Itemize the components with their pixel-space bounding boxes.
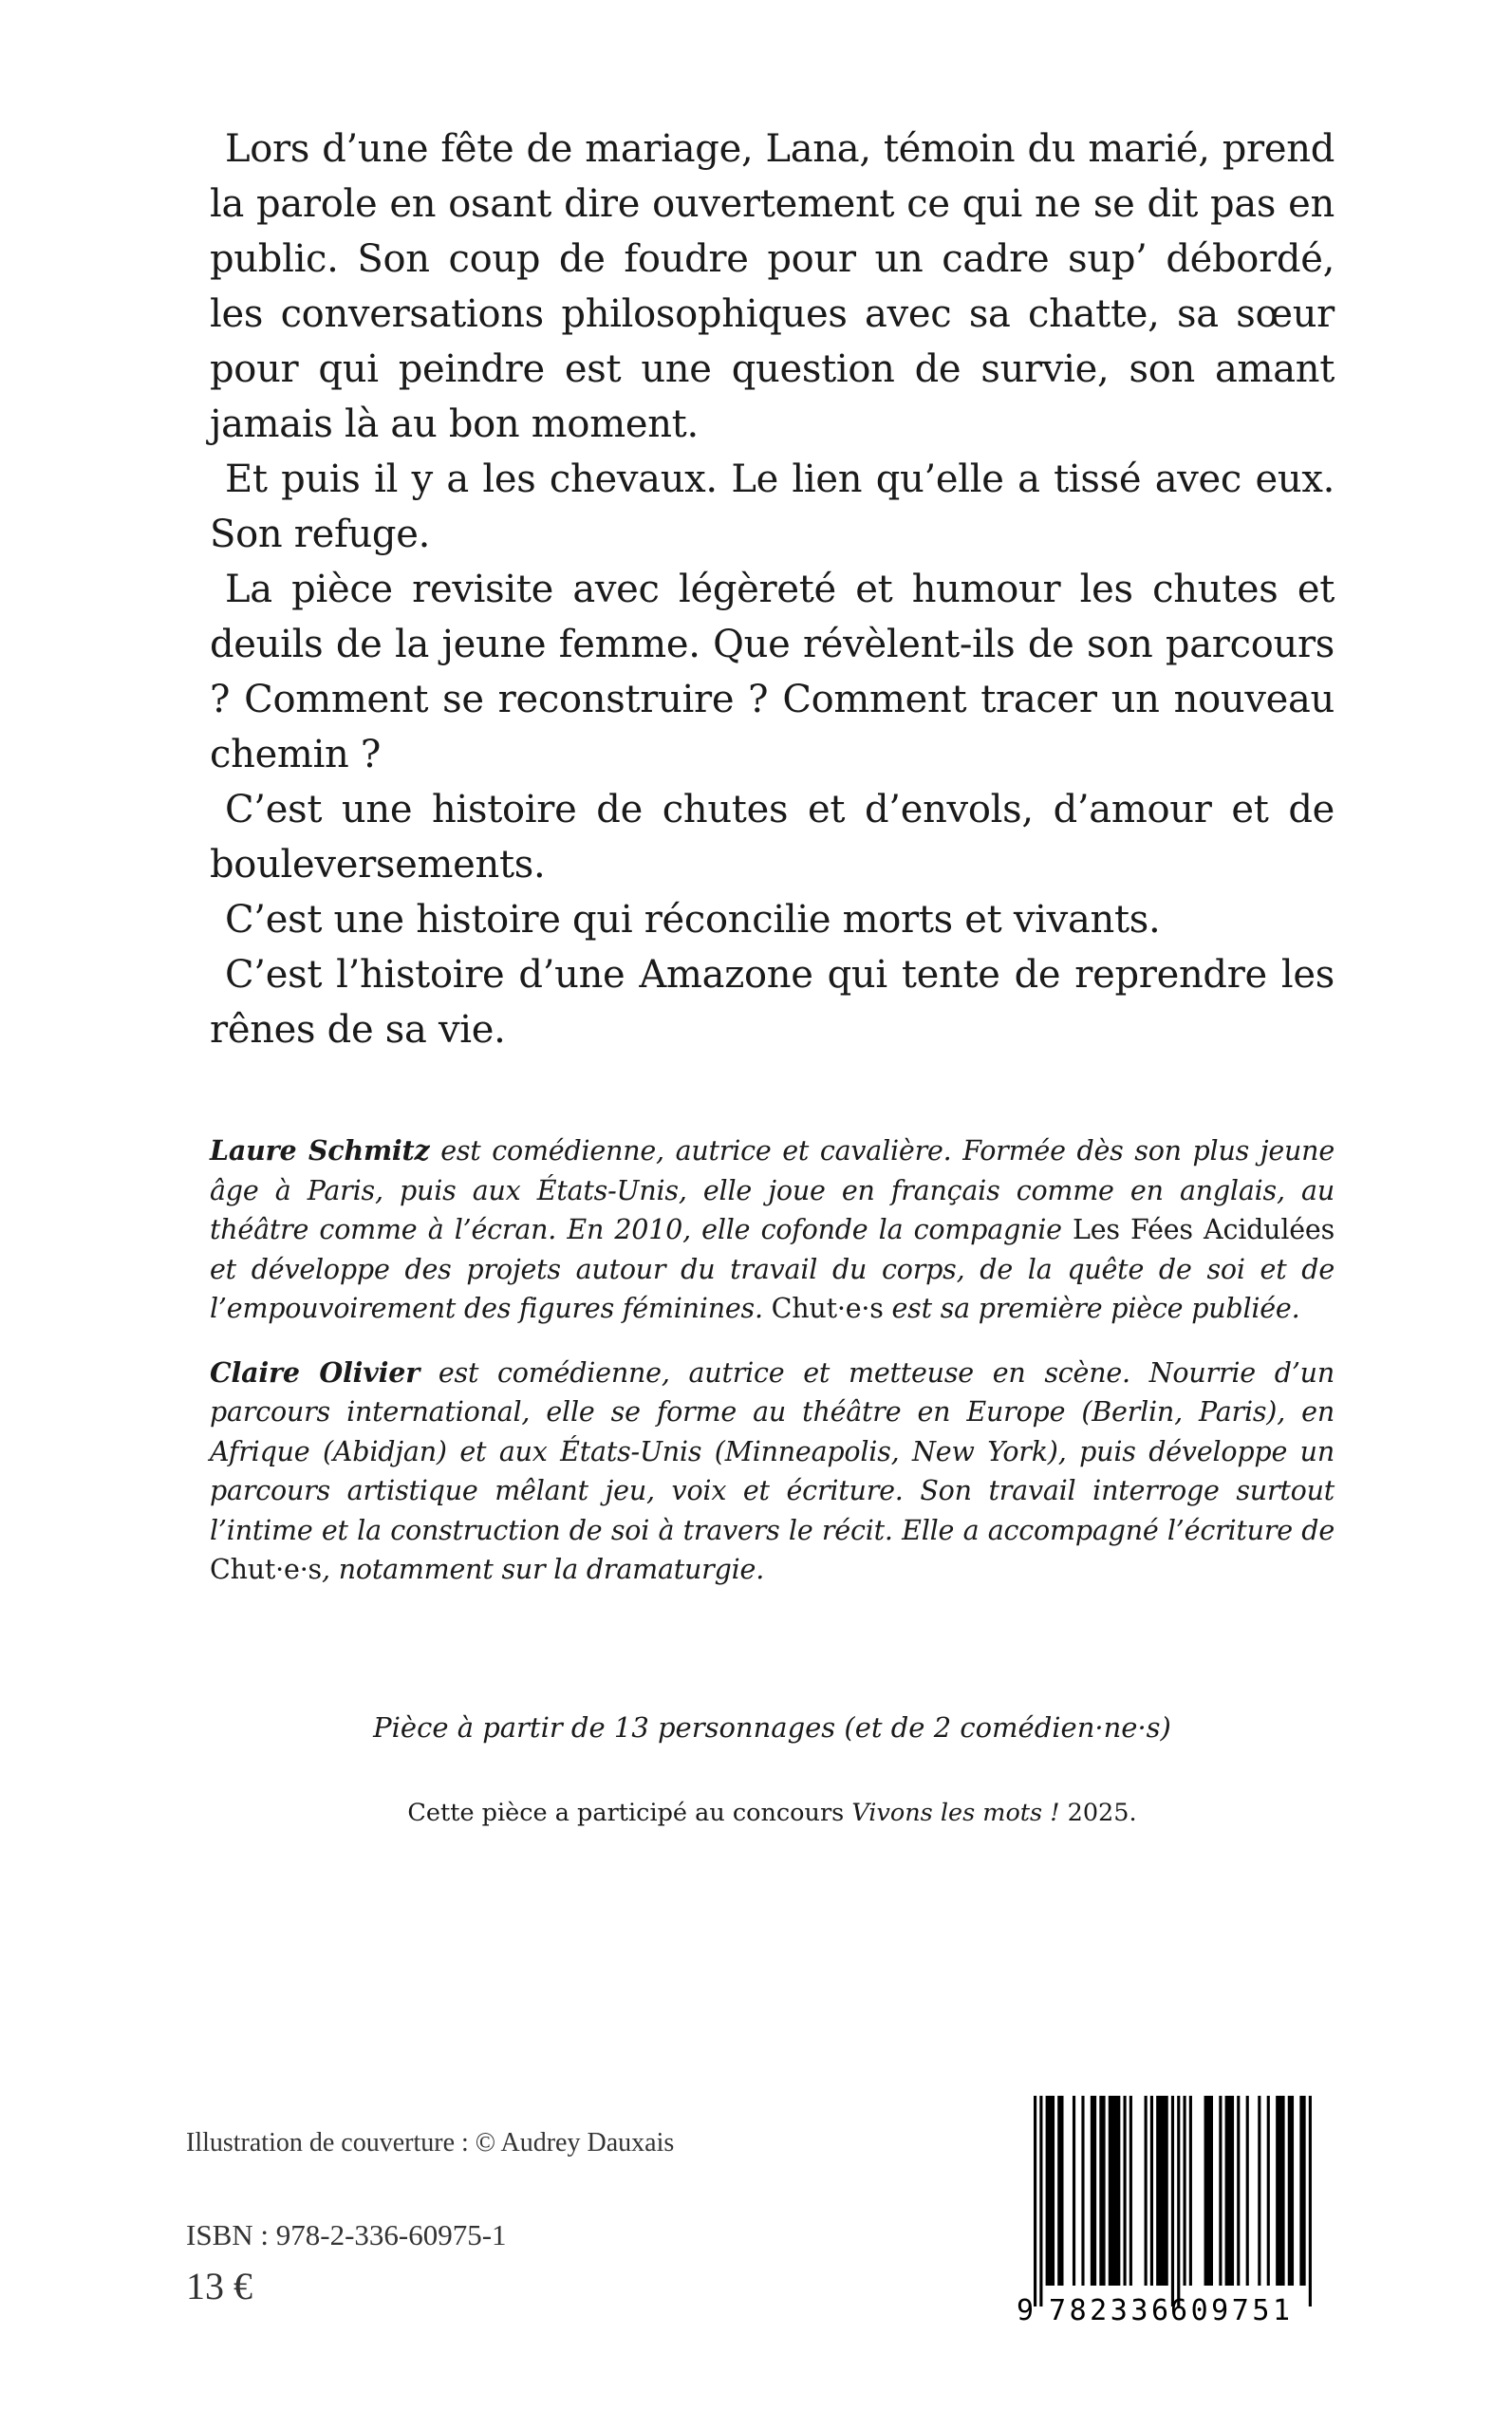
- blurb-paragraph: C’est une histoire qui réconcilie morts et vivants.: [225, 898, 1161, 942]
- barcode-bar: [1299, 2096, 1305, 2286]
- author-bios: [210, 1131, 1335, 1615]
- contest-name: Vivons les mots !: [851, 1799, 1060, 1827]
- barcode-bar: [1057, 2096, 1063, 2286]
- back-cover-blurb: [210, 121, 1335, 1057]
- barcode-bar: [1129, 2096, 1132, 2286]
- blurb-paragraph: C’est l’histoire d’une Amazone qui tente de reprendre les rênes de sa vie.: [210, 953, 1335, 1052]
- author-bio-claire-olivier: [210, 1354, 1335, 1590]
- barcode-bar: [1246, 2096, 1249, 2286]
- author-name: Laure Schmitz: [210, 1134, 430, 1167]
- barcode-bar: [1288, 2096, 1294, 2286]
- barcode-first-digit: 9: [1017, 2294, 1035, 2325]
- barcode-bar: [1156, 2096, 1168, 2286]
- barcode-bar: [1267, 2096, 1270, 2286]
- bio-text: est comédienne, autrice et metteuse en scène. Nourrie d’un parcours international, elle se forme au théâtre en Europe (Berlin, Paris), en Afrique (Abidjan) et aux États-Unis (Minneapolis, New York), puis développe un parcours artistique mêlant jeu, voix et écriture. Son travail interroge surtout l’intime et la construction de soi à travers le récit. Elle a accompagné l’écriture de: [210, 1356, 1335, 1546]
- barcode-bar: [1237, 2096, 1240, 2286]
- barcode-bar: [1099, 2096, 1105, 2286]
- cover-illustration-credit: Illustration de couverture : © Audrey Dauxais: [186, 2128, 675, 2157]
- blurb-paragraph: La pièce revisite avec légèreté et humour les chutes et deuils de la jeune femme. Que révèlent-ils de son parcours ? Comment se reconstruire ? Comment tracer un nouveau chemin ?: [210, 568, 1335, 776]
- barcode-bars: [1034, 2096, 1313, 2306]
- blurb-paragraph: C’est une histoire de chutes et d’envols, d’amour et de bouleversements.: [210, 788, 1335, 887]
- barcode-bar: [1124, 2096, 1127, 2286]
- price: 13 €: [186, 2265, 252, 2307]
- blurb-paragraph: Lors d’une fête de mariage, Lana, témoin du marié, prend la parole en osant dire ouvertement ce qui ne se dit pas en public. Son coup de foudre pour un cadre sup’ débordé, les conversations philosophiques avec sa chatte, sa sœur pour qui peindre est une question de survie, son amant jamais là au bon moment.: [210, 127, 1335, 446]
- barcode-bar: [1189, 2096, 1192, 2286]
- barcode-left-digits: 782336: [1049, 2294, 1168, 2325]
- author-bio-laure-schmitz: [210, 1131, 1335, 1329]
- barcode-bar: [1046, 2096, 1055, 2286]
- barcode-guard-bar: [1309, 2096, 1312, 2306]
- barcode-bar: [1219, 2096, 1222, 2286]
- barcode-bar: [1081, 2096, 1084, 2286]
- company-name: Les Fées Acidulées: [1073, 1214, 1335, 1245]
- barcode-bar: [1204, 2096, 1213, 2286]
- barcode-bar: [1276, 2096, 1284, 2286]
- barcode-guard-bar: [1171, 2096, 1174, 2306]
- barcode-bar: [1184, 2096, 1186, 2286]
- bio-text: est comédienne, autrice et cavalière. Formée dès son plus jeune âge à Paris, puis aux États-Unis, elle joue en français comme en anglais, au théâtre comme à l’écran. En 2010, elle cofonde la compagnie: [210, 1135, 1335, 1245]
- author-name: Claire Olivier: [210, 1355, 420, 1389]
- barcode-bar: [1091, 2096, 1096, 2286]
- barcode-bar: [1109, 2096, 1121, 2286]
- barcode-bar: [1073, 2096, 1075, 2286]
- barcode-guard-bar: [1039, 2096, 1042, 2306]
- barcode-guard-bar: [1177, 2096, 1180, 2306]
- cast-note: Pièce à partir de 13 personnages (et de 2 comédien·ne·s): [373, 1711, 1171, 1744]
- barcode-bar: [1225, 2096, 1234, 2286]
- bio-text: est sa première pièce publiée.: [883, 1293, 1300, 1324]
- play-title: Chut·e·s: [210, 1554, 322, 1585]
- barcode-guard-bar: [1034, 2096, 1036, 2306]
- isbn: ISBN : 978-2-336-60975-1: [186, 2218, 507, 2251]
- barcode-bar: [1258, 2096, 1260, 2286]
- contest-note: [210, 1796, 1335, 1830]
- barcode-right-digits: 609751: [1170, 2294, 1290, 2325]
- play-title: Chut·e·s: [771, 1293, 884, 1324]
- bio-text: et développe des projets autour du travail du corps, de la quête de soi et de l’empouvoirement des figures féminines.: [210, 1253, 1335, 1324]
- contest-text: 2025.: [1059, 1799, 1137, 1827]
- barcode-bar: [1150, 2096, 1153, 2286]
- contest-text: Cette pièce a participé au concours: [407, 1799, 852, 1827]
- barcode-bar: [1145, 2096, 1148, 2286]
- bio-text: , notamment sur la dramaturgie.: [321, 1554, 765, 1585]
- blurb-paragraph: Et puis il y a les chevaux. Le lien qu’elle a tissé avec eux. Son refuge.: [210, 458, 1335, 556]
- isbn-barcode: [1015, 2092, 1313, 2325]
